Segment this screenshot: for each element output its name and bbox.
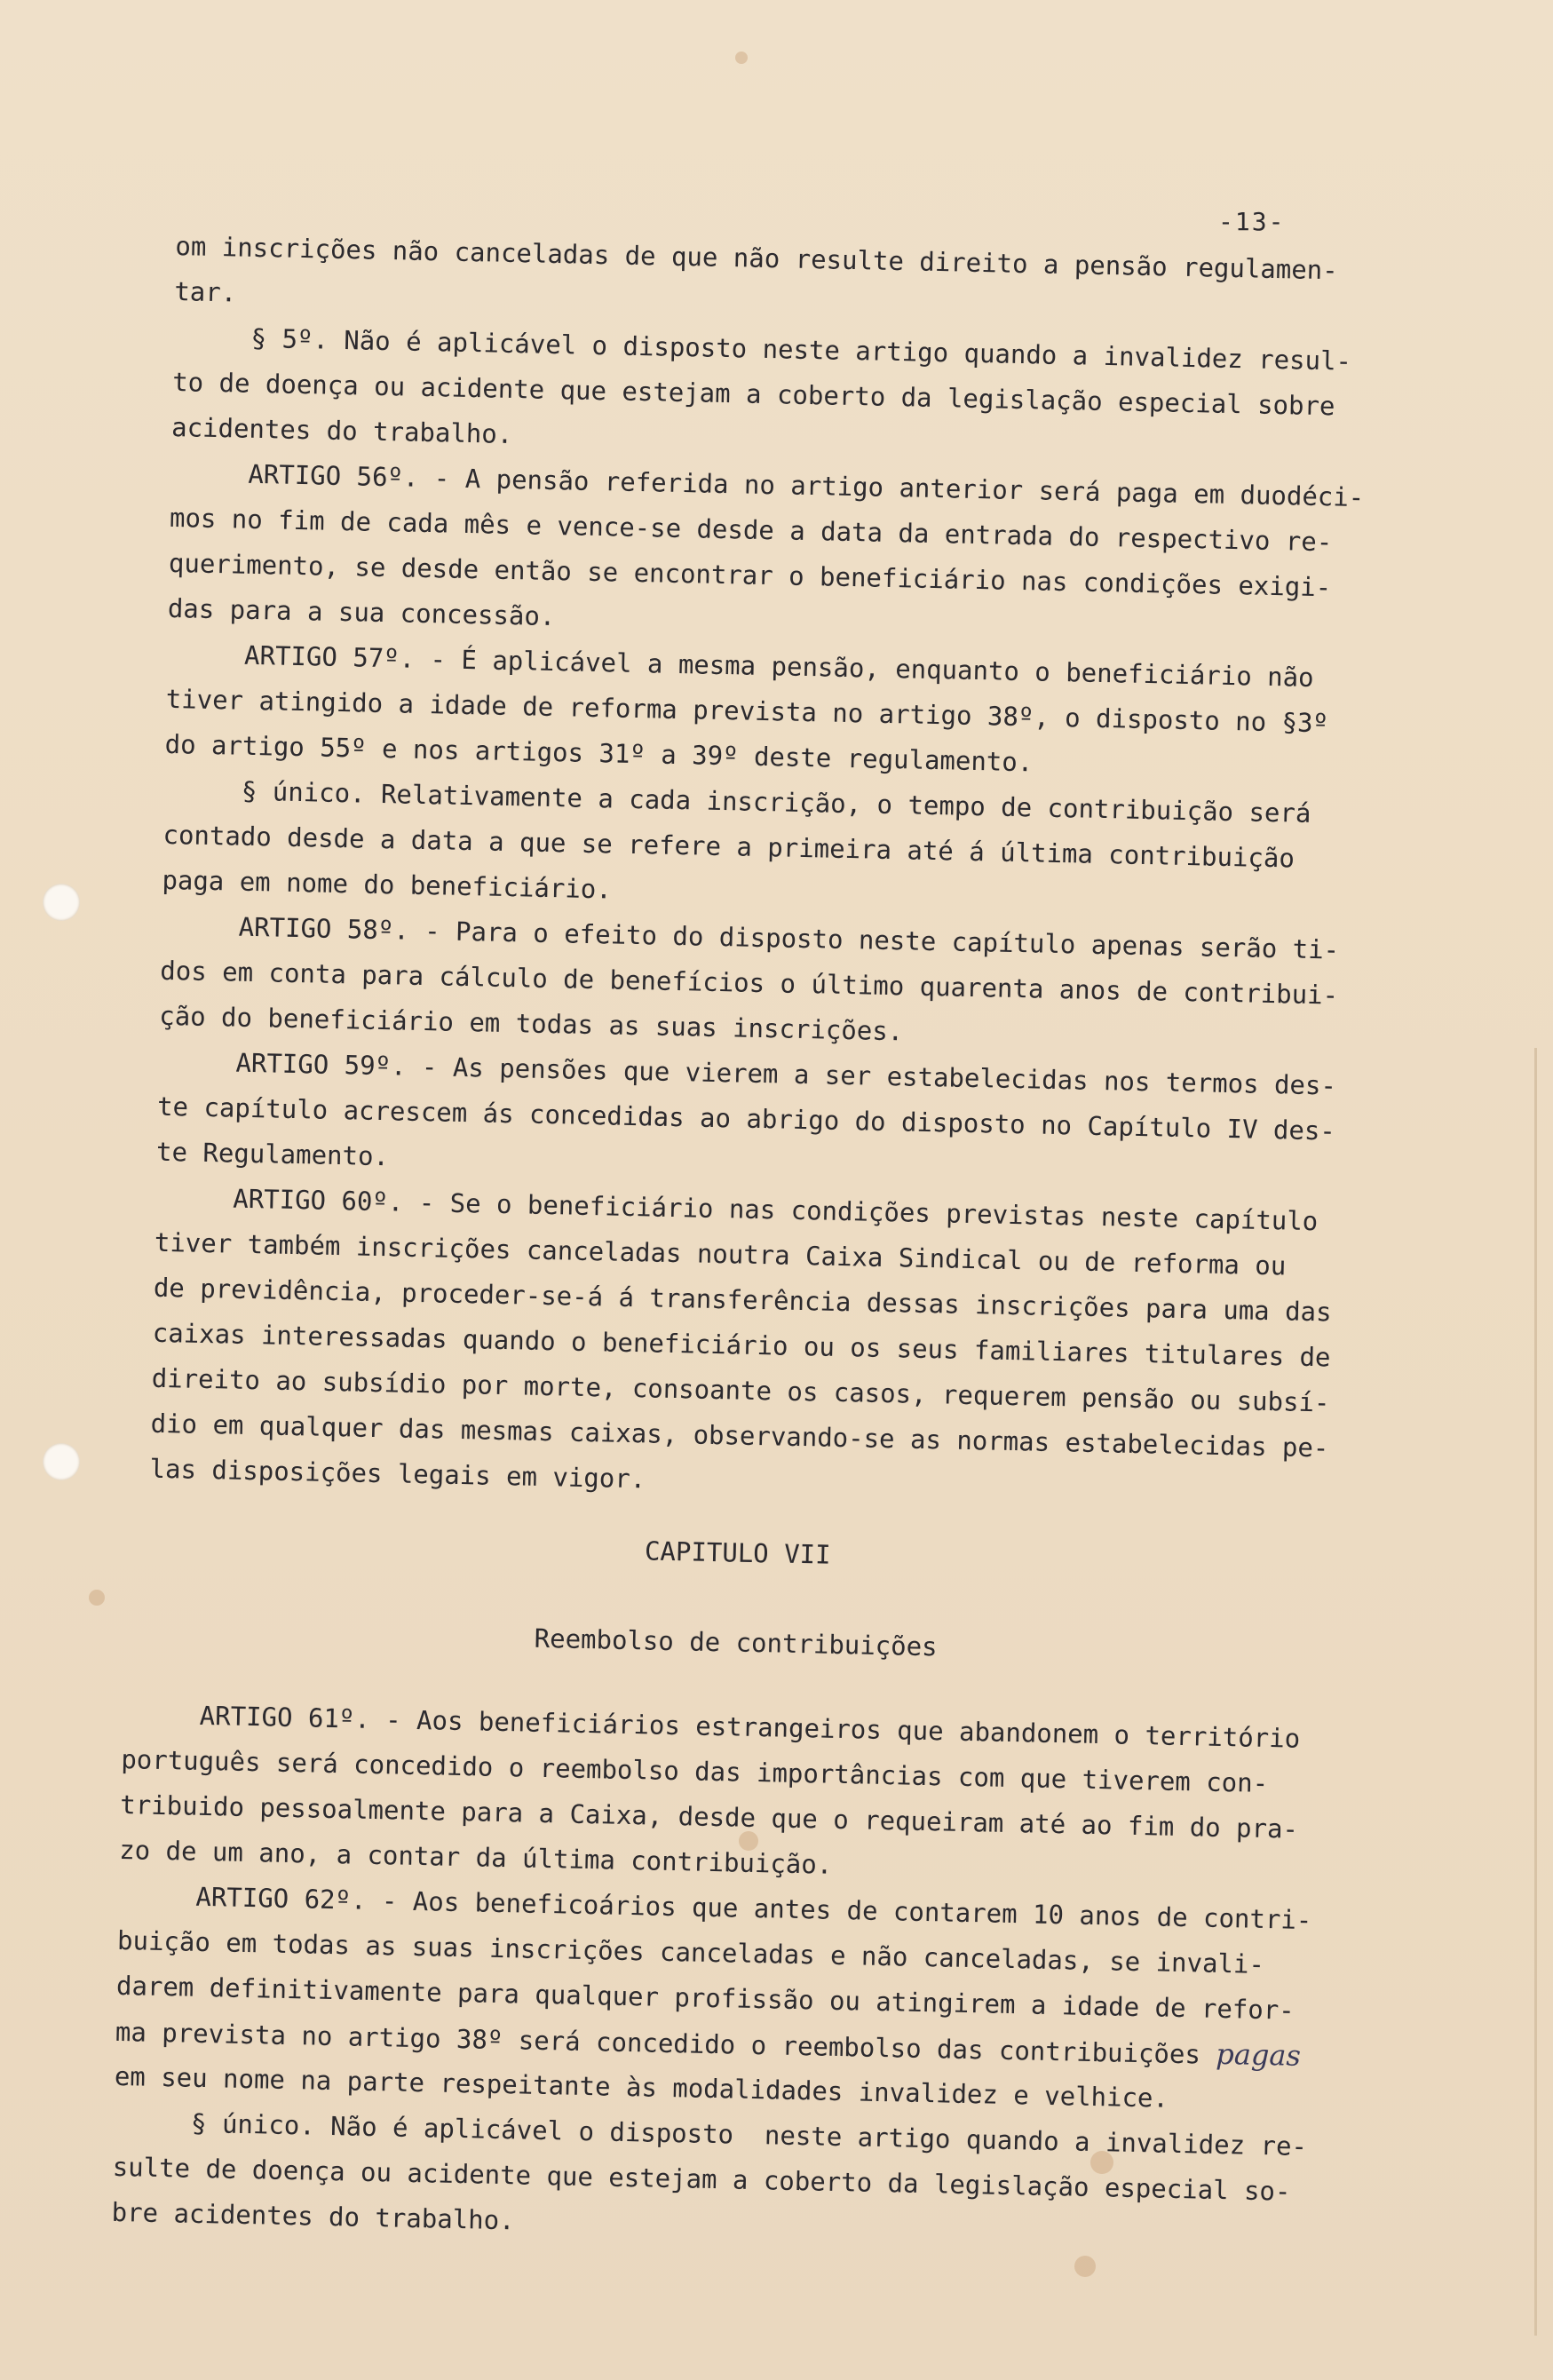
text-line: acidentes do trabalho.	[170, 411, 513, 449]
text-line: ARTIGO 62º. - Aos beneficoários que antes de contarem 10 anos de contri-	[117, 1879, 1312, 1936]
text-line: dos em conta para cálculo de benefícios o último quarenta anos de contribui-	[160, 955, 1339, 1011]
text-line: om inscrições não canceladas de que não resulte direito a pensão regulamen-	[175, 230, 1339, 286]
text-line: das para a sua concessão.	[167, 592, 556, 632]
text-line: te capítulo acrescem ás concedidas ao abrigo do disposto no Capítulo IV des-	[156, 1091, 1336, 1146]
text-line: mos no fim de cada mês e vence-se desde a data da entrada do respectivo re-	[169, 502, 1333, 558]
text-line: § único. Não é aplicável o disposto neste artigo quando a invalidez re-	[113, 2106, 1308, 2162]
text-line: ARTIGO 57º. - É aplicável a mesma pensão, enquanto o beneficiário não	[166, 638, 1314, 693]
text-line: § único. Relativamente a cada inscrição, o tempo de contribuição será	[163, 774, 1311, 829]
text-line: dio em qualquer das mesmas caixas, observando-se as normas estabelecidas pe-	[150, 1408, 1329, 1464]
text-line: tiver atingido a idade de reforma prevista no artigo 38º, o disposto no §3º	[165, 683, 1329, 739]
text-line: zo de um ano, a contar da última contribuição.	[118, 1834, 833, 1880]
text-line: las disposições legais em vigor.	[149, 1453, 646, 1495]
chapter-subtitle: Reembolso de contribuições	[534, 1622, 938, 1662]
text-line: § 5º. Não é aplicável o disposto neste artigo quando a invalidez resul-	[172, 321, 1352, 377]
text-line: to de doença ou acidente que estejam a coberto da legislação especial sobre	[171, 366, 1335, 422]
punch-hole	[43, 884, 80, 921]
text-line: português será concedido o reembolso das importâncias com que tiverem con-	[121, 1743, 1269, 1799]
text-line: ARTIGO 58º. - Para o efeito do disposto neste capítulo apenas serão ti-	[161, 909, 1340, 965]
text-line: contado desde a data a que se refere a primeira até á última contribuição	[162, 819, 1295, 874]
typed-text-upper	[146, 224, 1365, 1678]
text-line: sulte de doença ou acidente que estejam a coberto da legislação especial so-	[112, 2151, 1291, 2207]
text-line: ARTIGO 60º. - Se o beneficiário nas condições previstas neste capítulo	[155, 1181, 1319, 1237]
stain-spot	[735, 52, 748, 64]
text-line: ARTIGO 56º. - A pensão referida no artigo anterior será paga em duodéci-	[170, 456, 1365, 513]
text-line: bre acidentes do trabalho.	[111, 2196, 515, 2236]
text-line: do artigo 55º e nos artigos 31º a 39º deste regulamento.	[164, 728, 1034, 778]
text-line: de previdência, proceder-se-á á transferência dessas inscrições para uma das	[153, 1272, 1332, 1328]
typed-text-lower	[111, 1692, 1317, 2260]
page-edge-shadow	[1534, 1048, 1537, 2336]
chapter-title: CAPITULO VII	[644, 1535, 831, 1570]
text-line: caixas interessadas quando o beneficiário ou os seus familiares titulares de	[152, 1317, 1331, 1373]
text-line: buição em todas as suas inscrições canceladas e não canceladas, se invali-	[116, 1924, 1265, 1979]
punch-hole	[43, 1443, 80, 1480]
text-line: ARTIGO 61º. - Aos beneficiários estrangeiros que abandonem o território	[122, 1698, 1301, 1754]
text-line: te Regulamento.	[155, 1136, 390, 1172]
text-line: em seu nome na parte respeitante às modalidades invalidez e velhice.	[114, 2060, 1169, 2114]
text-line: direito ao subsídio por morte, consoante os casos, requerem pensão ou subsí-	[151, 1362, 1330, 1418]
page-number: -13-	[1218, 207, 1286, 236]
text-line: tribuido pessoalmente para a Caixa, desde que o requeiram até ao fim do pra-	[119, 1789, 1299, 1844]
text-line: paga em nome do beneficiário.	[162, 864, 613, 905]
text-line: tiver também inscrições canceladas noutra Caixa Sindical ou de reforma ou	[154, 1226, 1287, 1281]
stain-spot	[1074, 2256, 1096, 2277]
stain-spot	[89, 1590, 105, 1606]
text-line: ção do beneficiário em todas as suas inscrições.	[158, 1000, 904, 1047]
handwritten-note: pagas	[1215, 2036, 1302, 2073]
text-line: querimento, se desde então se encontrar o beneficiário nas condições exigi-	[168, 547, 1332, 603]
text-line: ma prevista no artigo 38º será concedido o reembolso das contribuições	[115, 2016, 1201, 2070]
text-line: ARTIGO 59º. - As pensões que vierem a ser estabelecidas nos termos des-	[157, 1045, 1337, 1101]
text-line: darem definitivamente para qualquer profissão ou atingirem a idade de refor-	[115, 1970, 1295, 2026]
text-line: tar.	[174, 275, 237, 308]
